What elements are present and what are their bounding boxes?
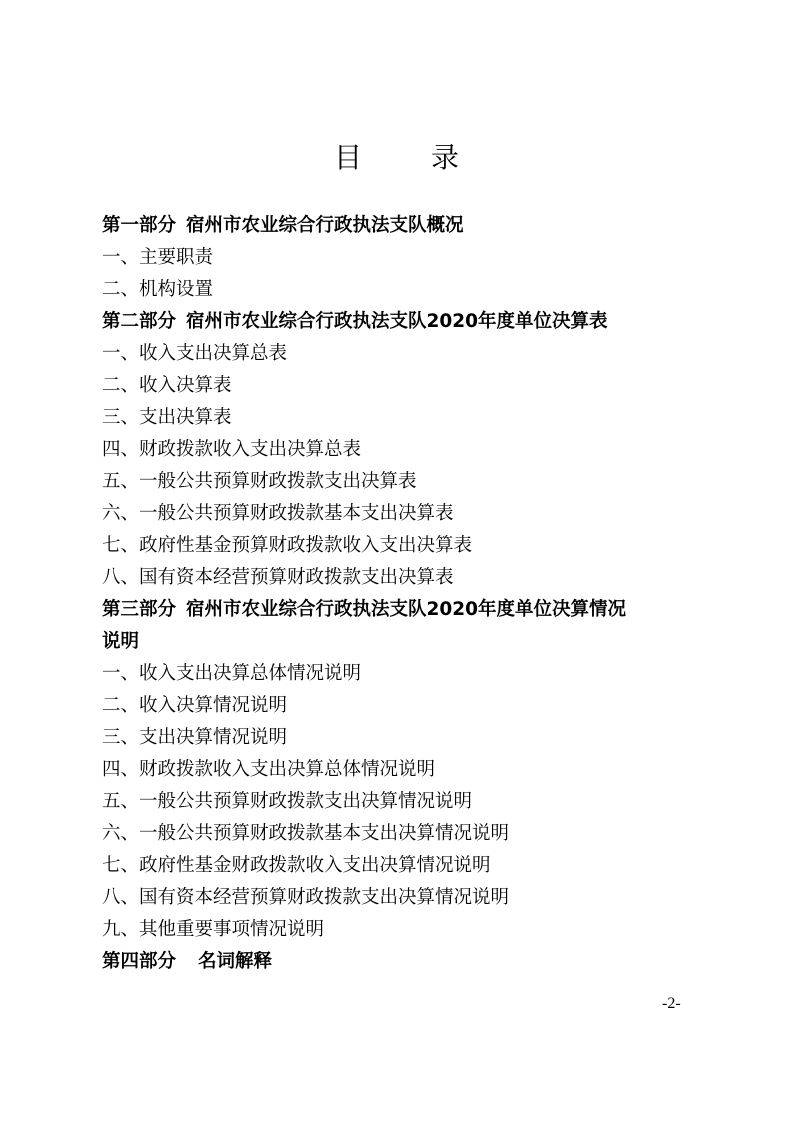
toc-item: 九、其他重要事项情况说明 [102,919,325,940]
toc-item: 一、主要职责 [102,247,214,268]
toc-item: 三、支出决算情况说明 [102,727,288,748]
toc-item: 二、收入决算情况说明 [102,695,288,716]
part3-heading [102,594,702,626]
toc-item: 八、国有资本经营预算财政拨款支出决算表 [102,567,454,588]
toc-item: 七、政府性基金财政拨款收入支出决算情况说明 [102,855,491,876]
toc-item: 三、支出决算表 [102,407,232,428]
part2-title: 宿州市农业综合行政执法支队2020年度单位决算表 [186,311,608,332]
toc-item: 六、一般公共预算财政拨款基本支出决算表 [102,503,454,524]
table-of-contents [102,210,702,978]
page-title: 目 录 [334,141,489,174]
part2-heading [102,306,702,338]
page-number: -2- [662,995,681,1012]
part1-title: 宿州市农业综合行政执法支队概况 [186,215,464,236]
toc-item: 一、收入支出决算总表 [102,343,288,364]
toc-item: 八、国有资本经营预算财政拨款支出决算情况说明 [102,887,510,908]
part1-heading [102,210,702,242]
part4-title: 名词解释 [198,951,273,972]
toc-item: 四、财政拨款收入支出决算总体情况说明 [102,759,436,780]
part2-label: 第二部分 [102,311,177,332]
part1-label: 第一部分 [102,215,177,236]
toc-item: 二、机构设置 [102,279,214,300]
toc-item: 七、政府性基金预算财政拨款收入支出决算表 [102,535,473,556]
part4-heading [102,946,702,978]
toc-item: 六、一般公共预算财政拨款基本支出决算情况说明 [102,823,510,844]
toc-item: 一、收入支出决算总体情况说明 [102,663,362,684]
part3-label: 第三部分 [102,599,177,620]
toc-item: 四、财政拨款收入支出决算总表 [102,439,362,460]
toc-item: 五、一般公共预算财政拨款支出决算情况说明 [102,791,473,812]
toc-item: 二、收入决算表 [102,375,232,396]
part4-label: 第四部分 [102,951,177,972]
part3-title: 宿州市农业综合行政执法支队2020年度单位决算情况 [186,599,627,620]
toc-item: 五、一般公共预算财政拨款支出决算表 [102,471,417,492]
part3-heading-continued: 说明 [102,631,140,652]
